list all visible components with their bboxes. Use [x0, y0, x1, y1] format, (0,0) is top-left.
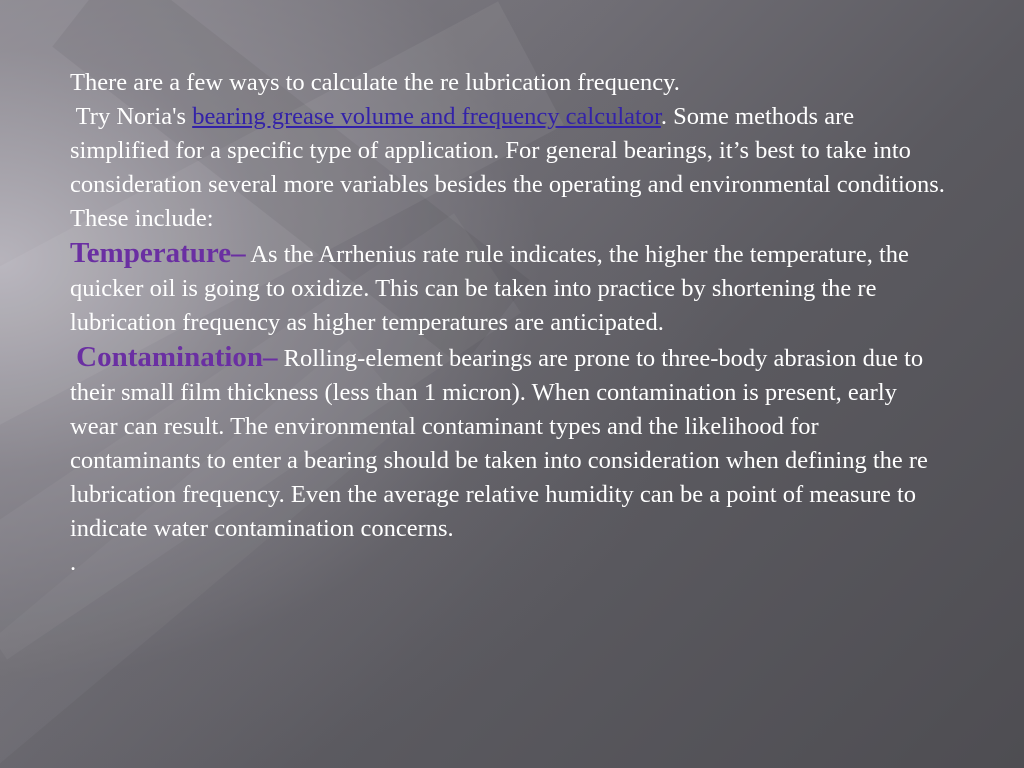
temperature-text: As the Arrhenius rate rule indicates, the higher the temperature, the quicker oil is going to oxidize. This can be taken into practice by shortening the re lubrication frequency as higher temperatures are anticipated.: [70, 241, 909, 336]
temperature-paragraph: [70, 236, 950, 340]
intro-paragraph: [70, 100, 950, 236]
intro-post-link: . Some methods are simplified for a specific type of application. For general bearings, it’s best to take into consideration several more variables besides the operating and environmental conditions. These include:: [70, 103, 945, 232]
intro-line-text: There are a few ways to calculate the re lubrication frequency.: [70, 69, 680, 96]
contamination-text: Rolling-element bearings are prone to three-body abrasion due to their small film thickness (less than 1 micron). When contamination is present, early wear can result. The environmental contaminant types and the likelihood for contaminants to enter a bearing should be taken into consideration when defining the re lubrication frequency. Even the average relative humidity can be a point of measure to indicate water contamination concerns.: [70, 345, 928, 542]
slide-body: [70, 66, 950, 580]
trailing-dot: [70, 546, 950, 580]
intro-line: [70, 66, 950, 100]
intro-pre-link: Try Noria's: [70, 103, 193, 130]
trailing-dot-text: .: [70, 549, 77, 576]
contamination-heading: Contamination–: [76, 341, 278, 373]
contamination-paragraph: [70, 340, 950, 546]
calculator-link[interactable]: bearing grease volume and frequency calculator: [192, 103, 661, 130]
temperature-heading: Temperature–: [70, 237, 246, 269]
